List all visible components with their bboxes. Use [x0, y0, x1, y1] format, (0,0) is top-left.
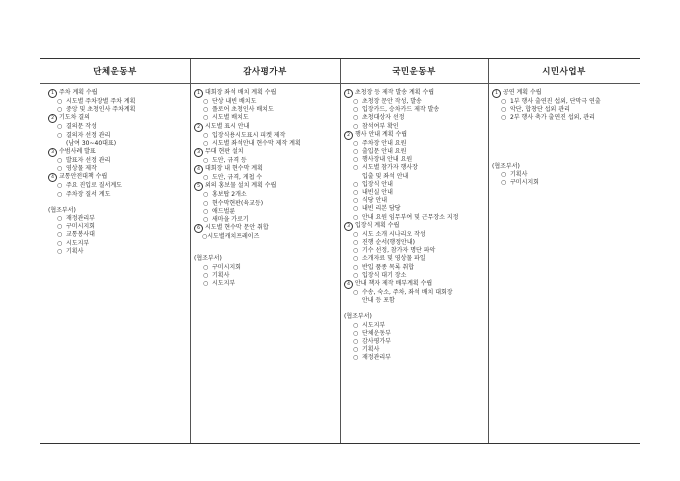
circle-bullet-icon: ○: [501, 114, 507, 122]
circled-number-icon: 3: [48, 148, 57, 157]
task-heading: [194, 224, 301, 233]
circled-number-icon: 3: [194, 148, 203, 157]
circled-number-icon: 6: [194, 224, 203, 233]
task-subitem: [194, 216, 301, 224]
task-subitem: [344, 98, 458, 106]
circled-number-icon: 3: [344, 222, 353, 231]
circle-bullet-icon: ○: [203, 106, 209, 114]
task-subitem-text: 기획사: [212, 271, 230, 279]
circled-number-icon: 1: [194, 89, 203, 98]
column-title: 감사평가부: [243, 67, 287, 77]
task-subitem-text: 식당 안내: [362, 197, 388, 205]
circle-bullet-icon: ○: [57, 165, 63, 173]
circle-bullet-icon: ○: [57, 239, 63, 247]
circle-bullet-icon: ○: [57, 98, 63, 105]
task-subitem: [48, 240, 135, 248]
column-body: [48, 89, 135, 256]
task-heading-text: 대회장 좌석 배치 계획 수립: [205, 89, 277, 96]
task-subitem-text: 주차장 질서 계도: [66, 190, 111, 198]
column-title: 단체운동부: [93, 67, 137, 77]
task-subitem-text: 교통봉사대: [66, 231, 95, 239]
task-heading: [194, 165, 301, 174]
circled-number-icon: 4: [344, 280, 353, 289]
task-subitem-text: 내빈 리본 담당: [362, 205, 401, 213]
task-subitem: [194, 132, 301, 140]
task-subitem-text: 구미시지회: [510, 179, 539, 187]
circle-bullet-icon: ○: [353, 197, 359, 205]
task-continuation: 안내 등 포함: [362, 297, 395, 305]
circle-bullet-icon: ○: [353, 239, 359, 247]
circle-bullet-icon: ○: [501, 170, 507, 178]
circle-bullet-icon: ○: [203, 199, 209, 207]
circle-bullet-icon: ○: [501, 98, 507, 105]
task-subitem-text: 기획사: [362, 346, 380, 354]
circle-bullet-icon: ○: [57, 247, 63, 255]
column-dept-2: [190, 59, 340, 443]
task-subitem: [344, 264, 458, 272]
cooperation-label: (협조부서): [344, 313, 372, 321]
task-heading: [344, 89, 458, 98]
column-dept-1: [40, 59, 190, 443]
circle-bullet-icon: ○: [353, 247, 359, 255]
task-subitem: [344, 330, 458, 338]
circle-bullet-icon: ○: [203, 207, 209, 215]
task-subitem: [492, 171, 601, 179]
task-heading-text: 무대 현판 설치: [205, 148, 244, 156]
column-dept-3: [340, 59, 488, 443]
task-subitem-text: 홍보탑 2개소: [212, 191, 247, 199]
task-subitem-text: 시도지부: [362, 321, 386, 329]
circle-bullet-icon: ○: [353, 213, 359, 221]
plan-table: [40, 58, 640, 444]
circle-bullet-icon: ○: [353, 156, 359, 164]
column-body: [344, 89, 458, 363]
task-heading-text: 기도차 결의: [59, 114, 90, 122]
task-subitem-text: 재정관리부: [66, 215, 95, 223]
task-subitem: [344, 205, 458, 213]
task-subitem-text: 도안, 규격 등: [212, 157, 247, 165]
circle-bullet-icon: ○: [353, 346, 359, 354]
circle-bullet-icon: ○: [353, 98, 359, 105]
task-subitem: [492, 179, 601, 187]
circle-bullet-icon: ○: [203, 114, 209, 122]
circled-number-icon: 2: [48, 114, 57, 123]
task-subitem-text: 2부 행사 축가 출연진 섭외, 관리: [510, 114, 595, 122]
task-subitem-text: 기획사: [66, 247, 84, 255]
task-subitem: [194, 114, 301, 122]
task-heading-text: 수범사례 발표: [59, 148, 96, 156]
task-subitem: [194, 272, 301, 280]
task-subitem-text: 기획사: [510, 170, 528, 178]
circle-bullet-icon: ○: [353, 164, 359, 172]
task-subitem-text: 내빈실 안내: [362, 189, 393, 197]
circle-bullet-icon: ○: [57, 190, 63, 198]
task-subitem-text: 주요 진입로 질서계도: [66, 182, 122, 190]
task-subitem-text: 단체운동부: [362, 329, 391, 337]
circled-number-icon: 2: [194, 123, 203, 132]
circle-bullet-icon: ○: [353, 354, 359, 362]
task-subitem: [194, 157, 301, 165]
task-subitem: [48, 132, 135, 140]
task-subitem: [194, 98, 301, 106]
circle-bullet-icon: ○: [353, 148, 359, 156]
task-subitem: [194, 191, 301, 199]
task-heading-text: 대회장 내 현수막 계획: [205, 165, 263, 173]
task-heading-text: 주차 계획 수립: [59, 89, 98, 96]
circle-bullet-icon: ○: [353, 114, 359, 122]
task-subitem: [344, 189, 458, 197]
spacer: [48, 199, 135, 207]
task-subitem-text: 시도지부: [212, 280, 236, 288]
task-heading: [194, 182, 301, 191]
circle-bullet-icon: ○: [57, 157, 63, 165]
circle-bullet-icon: ○: [353, 338, 359, 346]
circle-bullet-icon: ○: [203, 174, 209, 182]
circled-number-icon: 1: [492, 89, 501, 98]
column-title: 국민운동부: [392, 67, 436, 77]
circle-bullet-icon: ○: [353, 189, 359, 197]
task-subitem: [194, 280, 301, 288]
task-subitem: [344, 164, 458, 172]
task-subitem-text: 소개자료 및 영상물 파일: [362, 255, 426, 263]
circle-bullet-icon: ○: [203, 157, 209, 165]
task-subitem-text: 애드벌룬: [212, 207, 236, 215]
circle-bullet-icon: ○: [203, 98, 209, 105]
task-subitem: [492, 98, 601, 106]
task-subitem: [194, 264, 301, 272]
task-subitem-text: 1부 행사 출연진 섭외, 단막극 연출: [510, 98, 601, 105]
task-subitem: [48, 215, 135, 223]
circled-number-icon: 1: [48, 89, 57, 98]
circle-bullet-icon: ○: [353, 180, 359, 188]
task-subitem-text: 플로어 초청인사 배치도: [212, 106, 274, 114]
task-subitem-text: 입장카드, 승차카드 제작 발송: [362, 106, 440, 114]
task-heading-text: 시도별 현수막 문안 취합: [205, 224, 269, 232]
task-heading: [194, 123, 301, 132]
cooperation-label: (협조부서): [194, 255, 222, 263]
task-subitem: [344, 148, 458, 156]
column-body: [492, 89, 601, 187]
task-subitem: [344, 255, 458, 263]
task-subitem-text: 시도별 참가자 행사장: [362, 164, 418, 172]
task-subitem-text: 초청대상자 선정: [362, 114, 405, 122]
task-subitem: [194, 208, 301, 216]
task-subitem: [344, 322, 458, 330]
task-subitem-text: 입장식 대기 장소: [362, 271, 407, 279]
circle-bullet-icon: ○: [203, 263, 209, 271]
task-continuation: 입출 및 좌석 안내: [362, 172, 409, 180]
task-subitem: [344, 140, 458, 148]
task-subitem: [344, 123, 458, 131]
task-heading-text: 안내 책자 제작 배부계획 수립: [355, 280, 433, 288]
task-heading-text: 외의 홍보물 설치 계획 수립: [205, 182, 277, 190]
task-subitem-text: 구미시지회: [66, 223, 95, 231]
circle-bullet-icon: ○: [57, 215, 63, 223]
task-subitem: [48, 182, 135, 190]
circle-bullet-icon: ○: [203, 139, 209, 147]
task-subitem: [48, 98, 135, 106]
task-heading-text: 입장식 계획 수립: [355, 221, 400, 229]
task-subitem: [194, 200, 301, 208]
task-subitem-text: 행사장내 안내 요원: [362, 156, 413, 164]
task-subitem: [344, 272, 458, 280]
task-subitem-text: 참석여부 확인: [362, 122, 399, 130]
task-subitem-text: 안내 요원 임무부여 및 근무장소 지정: [362, 213, 459, 221]
task-subitem: [344, 231, 458, 239]
circle-bullet-icon: ○: [57, 223, 63, 231]
task-heading: [492, 89, 601, 98]
circle-bullet-icon: ○: [353, 321, 359, 329]
circle-bullet-icon: ○: [203, 280, 209, 288]
circled-number-icon: 4: [48, 173, 57, 182]
task-subitem-text: 시도 소개 시나리오 작성: [362, 230, 426, 238]
task-heading: [344, 222, 458, 231]
task-subitem-text: 새마을 가로기: [212, 216, 249, 224]
task-subitem-text: 결의문 작성: [66, 123, 97, 131]
circle-bullet-icon: ○: [353, 329, 359, 337]
circle-bullet-icon: ○: [203, 191, 209, 199]
task-subitem-text: 시도별 배치도: [212, 114, 249, 122]
circle-bullet-icon: ○: [203, 271, 209, 279]
task-subitem-text: 시도별 좌석안내 현수막 제작 계획: [212, 139, 301, 147]
task-subitem-text: 시도별 주차장별 주차 계획: [66, 98, 136, 105]
task-subitem-text: 단상 내빈 배치도: [212, 98, 257, 105]
task-subitem-text: 기수 선정, 참가자 명단 파악: [362, 247, 436, 255]
circle-bullet-icon: ○: [353, 255, 359, 263]
circle-bullet-icon: ○: [203, 131, 209, 139]
task-heading-text: 공연 계획 수립: [503, 89, 542, 96]
task-subitem: [344, 354, 458, 362]
circle-bullet-icon: ○: [57, 231, 63, 239]
spacer: [492, 123, 601, 163]
task-subitem-text: 악단, 합창단 섭외 관리: [510, 106, 570, 114]
task-heading: [194, 89, 301, 98]
task-subitem: [48, 157, 135, 165]
task-subitem-text: 입장식 안내: [362, 180, 393, 188]
task-subitem: [194, 140, 301, 148]
circle-bullet-icon: ○: [57, 106, 63, 114]
task-subitem: [344, 181, 458, 189]
task-heading-text: 초청장 등 제작 발송 계획 수립: [355, 89, 435, 96]
task-subitem-text: 감사평가부: [362, 338, 391, 346]
circled-number-icon: 5: [194, 182, 203, 191]
task-subitem-text: 수송, 숙소, 주차, 좌석 배치 대회장: [362, 289, 453, 297]
task-continuation: (남여 30~40대표): [66, 139, 117, 147]
task-subitem-text: 재정관리부: [362, 354, 391, 362]
circle-bullet-icon: ○: [57, 182, 63, 190]
circle-bullet-icon: ○: [353, 122, 359, 130]
column-dept-4: [488, 59, 640, 443]
column-title: 시민사업부: [542, 67, 586, 77]
task-continuation: ○시도별캐치프레이즈: [202, 233, 260, 241]
task-subitem-text: 주차장 안내 요원: [362, 139, 407, 147]
cooperation-label: (협조부서): [492, 162, 520, 170]
task-subitem: [48, 191, 135, 199]
circle-bullet-icon: ○: [353, 106, 359, 114]
circle-bullet-icon: ○: [57, 123, 63, 131]
task-subitem-text: 반입 품종 목록 취합: [362, 263, 415, 271]
task-subitem-text: 구미시지회: [212, 263, 241, 271]
task-heading: [344, 280, 458, 289]
circle-bullet-icon: ○: [501, 106, 507, 114]
task-heading: [48, 148, 135, 157]
circle-bullet-icon: ○: [353, 205, 359, 213]
task-subitem-text: 결의자 선정 관리: [66, 131, 111, 139]
task-subitem-text: 시도지부: [66, 239, 90, 247]
task-subitem-text: 진행 순서(행정안내): [362, 239, 415, 247]
circled-number-icon: 2: [344, 131, 353, 140]
task-subitem-text: 초청장 문안 작성, 발송: [362, 98, 422, 105]
task-subitem-text: 도안, 규격, 게첩 수: [212, 174, 263, 182]
task-heading-text: 교통안전대책 수립: [59, 173, 108, 181]
circle-bullet-icon: ○: [353, 139, 359, 147]
circle-bullet-icon: ○: [353, 263, 359, 271]
circle-bullet-icon: ○: [353, 230, 359, 238]
task-subitem: [48, 123, 135, 131]
circled-number-icon: 1: [344, 89, 353, 98]
task-subitem: [48, 231, 135, 239]
task-heading: [344, 131, 458, 140]
task-heading: [48, 89, 135, 98]
column-body: [194, 89, 301, 288]
task-subitem-text: 발표자 선정 관리: [66, 157, 111, 165]
cooperation-label: (협조부서): [48, 206, 76, 214]
spacer: [194, 241, 301, 255]
circle-bullet-icon: ○: [353, 271, 359, 279]
circle-bullet-icon: ○: [57, 131, 63, 139]
circle-bullet-icon: ○: [353, 289, 359, 297]
circled-number-icon: 4: [194, 165, 203, 174]
task-heading-text: 시도별 표시 안내: [205, 122, 250, 130]
task-subitem: [48, 248, 135, 256]
task-subitem-text: 영상물 제작: [66, 165, 97, 173]
task-subitem: [492, 114, 601, 122]
task-subitem-text: 입장식용시도표시 피켓 제작: [212, 131, 286, 139]
task-heading-text: 행사 안내 계획 수립: [355, 130, 408, 138]
circle-bullet-icon: ○: [203, 216, 209, 224]
task-subitem-text: 출입문 안내 요원: [362, 148, 407, 156]
circle-bullet-icon: ○: [501, 179, 507, 187]
task-subitem-text: 현수막현판(육교등): [212, 199, 264, 207]
task-subitem: [344, 214, 458, 222]
task-subitem-text: 중앙 및 초청인사 주차계획: [66, 106, 136, 114]
task-subitem: [344, 114, 458, 122]
task-heading: [194, 148, 301, 157]
